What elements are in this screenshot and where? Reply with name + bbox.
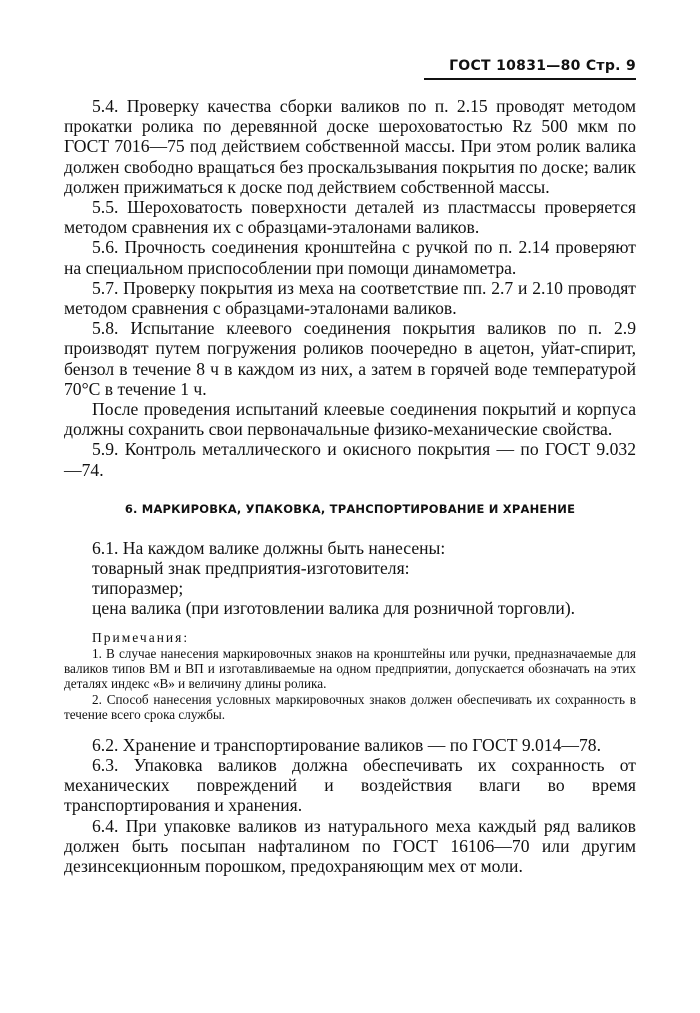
- running-head: ГОСТ 10831—80 Стр. 9: [424, 58, 636, 80]
- notes-block: [64, 629, 636, 723]
- clause-5-5: 5.5. Шероховатость поверхности деталей из пластмассы проверяется методом сравнения их с образцами-эталонами валиков.: [64, 197, 636, 238]
- clause-5-6: 5.6. Прочность соединения кронштейна с ручкой по п. 2.14 проверяют на специальном приспособлении при помощи динамометра.: [64, 237, 636, 278]
- note-1: 1. В случае нанесения маркировочных знаков на кронштейны или ручки, предназначаемые для валиков типов ВМ и ВП и изготавливаемые на одном предприятии, допускается обозначать на этих деталях индекс «В» и величину длины ролика.: [64, 645, 636, 692]
- clause-5-4: 5.4. Проверку качества сборки валиков по п. 2.15 проводят методом прокатки ролика по деревянной доске шероховатостью Rz 500 мкм по ГОСТ 7016—75 под действием собственной массы. При этом ролик валика должен свободно вращаться без проскальзывания покрытия по доске; валик должен прижиматься к доске под действием собственной массы.: [64, 96, 636, 197]
- page-content: [64, 96, 636, 876]
- clause-6-4: 6.4. При упаковке валиков из натурального меха каждый ряд валиков должен быть посыпан нафталином по ГОСТ 16106—70 или другим дезинсекционным порошком, предохраняющим мех от моли.: [64, 815, 636, 876]
- clause-5-8: 5.8. Испытание клеевого соединения покрытия валиков по п. 2.9 производят путем погружения роликов поочередно в ацетон, уйат-спирит, бензол в течение 8 ч в каждом из них, а затем в горячей воде температурой 70°С в течение 1 ч.: [64, 318, 636, 399]
- document-page: [64, 58, 636, 876]
- section-6-title: 6. МАРКИРОВКА, УПАКОВКА, ТРАНСПОРТИРОВАНИЕ И ХРАНЕНИЕ: [124, 501, 576, 516]
- clause-6-2: 6.2. Хранение и транспортирование валиков — по ГОСТ 9.014—78.: [92, 734, 602, 755]
- clause-5-7: 5.7. Проверку покрытия из меха на соответствие пп. 2.7 и 2.10 проводят методом сравнения с образцами-эталонами валиков.: [64, 277, 636, 319]
- clause-6-3: 6.3. Упаковка валиков должна обеспечивать их сохранность от механических повреждений и воздействия влаги во время транспортирования и хранения.: [64, 754, 636, 816]
- clause-5-9: 5.9. Контроль металлического и окисного покрытия — по ГОСТ 9.032—74.: [64, 439, 636, 480]
- list-item: цена валика (при изготовлении валика для розничной торговли).: [92, 598, 576, 619]
- note-2: 2. Способ нанесения условных маркировочных знаков должен обеспечивать их сохранность в течение всего срока службы.: [64, 691, 636, 723]
- clauses-after-notes: [64, 735, 636, 876]
- list-item: товарный знак предприятия-изготовителя:: [92, 558, 410, 579]
- clause-5-8-continued: После проведения испытаний клеевые соединения покрытий и корпуса должны сохранить свои первоначальные физико-механические свойства.: [64, 399, 636, 440]
- notes-heading: Примечания:: [92, 629, 190, 645]
- list-item: типоразмер;: [92, 578, 184, 599]
- clause-6-1: 6.1. На каждом валике должны быть нанесены:: [92, 537, 446, 558]
